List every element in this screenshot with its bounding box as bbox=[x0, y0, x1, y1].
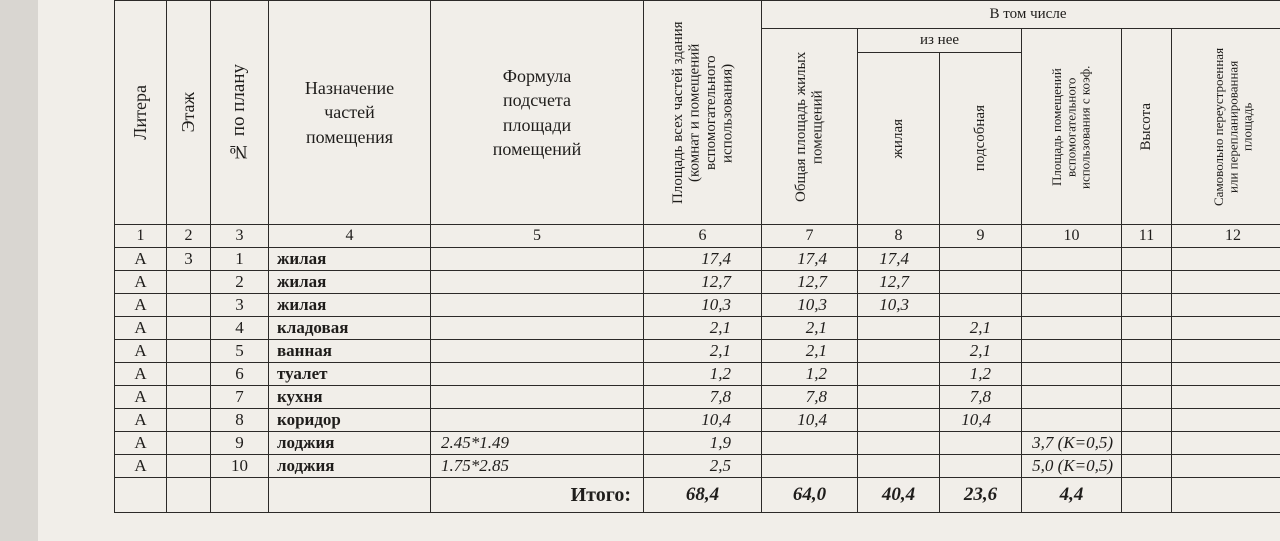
row-litera: А bbox=[115, 386, 167, 409]
row-floor bbox=[167, 386, 211, 409]
row-total-area: 2,1 bbox=[644, 317, 762, 340]
row-total-area: 2,1 bbox=[644, 340, 762, 363]
header-living: жилая bbox=[858, 53, 940, 225]
row-auxiliary bbox=[1022, 271, 1122, 294]
row-purpose: коридор bbox=[269, 409, 431, 432]
row-litera: А bbox=[115, 409, 167, 432]
row-living bbox=[858, 340, 940, 363]
row-living-total: 2,1 bbox=[762, 317, 858, 340]
col-num: 6 bbox=[644, 225, 762, 248]
row-plan-number: 7 bbox=[211, 386, 269, 409]
table-row bbox=[115, 386, 1280, 409]
row-formula bbox=[431, 248, 644, 271]
row-living: 17,4 bbox=[858, 248, 940, 271]
row-utility: 2,1 bbox=[940, 340, 1022, 363]
row-height bbox=[1122, 317, 1172, 340]
row-floor bbox=[167, 363, 211, 386]
row-floor bbox=[167, 409, 211, 432]
row-height bbox=[1122, 340, 1172, 363]
row-purpose: кухня bbox=[269, 386, 431, 409]
row-purpose: жилая bbox=[269, 248, 431, 271]
row-height bbox=[1122, 455, 1172, 478]
row-utility bbox=[940, 248, 1022, 271]
table-row bbox=[115, 363, 1280, 386]
col-num: 4 bbox=[269, 225, 431, 248]
row-living: 12,7 bbox=[858, 271, 940, 294]
row-living bbox=[858, 363, 940, 386]
column-number-row bbox=[115, 225, 1280, 248]
row-living-total bbox=[762, 455, 858, 478]
row-utility bbox=[940, 271, 1022, 294]
row-purpose: жилая bbox=[269, 294, 431, 317]
row-formula: 2.45*1.49 bbox=[431, 432, 644, 455]
row-rebuilt bbox=[1172, 340, 1280, 363]
row-living-total: 7,8 bbox=[762, 386, 858, 409]
row-purpose: лоджия bbox=[269, 432, 431, 455]
row-height bbox=[1122, 386, 1172, 409]
table-row bbox=[115, 432, 1280, 455]
row-living-total: 12,7 bbox=[762, 271, 858, 294]
row-height bbox=[1122, 271, 1172, 294]
col-num: 5 bbox=[431, 225, 644, 248]
row-height bbox=[1122, 409, 1172, 432]
header-purpose: Назначение частей помещения bbox=[269, 1, 431, 225]
row-rebuilt bbox=[1172, 386, 1280, 409]
row-total-area: 1,2 bbox=[644, 363, 762, 386]
table-row bbox=[115, 340, 1280, 363]
total-living-value: 40,4 bbox=[858, 478, 940, 513]
row-auxiliary bbox=[1022, 409, 1122, 432]
row-living-total: 1,2 bbox=[762, 363, 858, 386]
header-of-which: из нее bbox=[858, 29, 1022, 53]
row-height bbox=[1122, 363, 1172, 386]
row-living-total bbox=[762, 432, 858, 455]
row-utility: 10,4 bbox=[940, 409, 1022, 432]
row-utility bbox=[940, 455, 1022, 478]
row-utility: 1,2 bbox=[940, 363, 1022, 386]
col-num: 11 bbox=[1122, 225, 1172, 248]
row-living bbox=[858, 432, 940, 455]
row-formula bbox=[431, 386, 644, 409]
row-litera: А bbox=[115, 432, 167, 455]
row-height bbox=[1122, 432, 1172, 455]
row-total-area: 10,3 bbox=[644, 294, 762, 317]
table-row bbox=[115, 409, 1280, 432]
row-living-total: 17,4 bbox=[762, 248, 858, 271]
row-formula bbox=[431, 317, 644, 340]
row-litera: А bbox=[115, 363, 167, 386]
table-row bbox=[115, 248, 1280, 271]
row-living-total: 10,4 bbox=[762, 409, 858, 432]
row-rebuilt bbox=[1172, 317, 1280, 340]
row-plan-number: 8 bbox=[211, 409, 269, 432]
header-total-area: Площадь всех частей здания (комнат и помещений вспомогательного использования) bbox=[644, 1, 762, 225]
row-auxiliary bbox=[1022, 386, 1122, 409]
row-auxiliary bbox=[1022, 340, 1122, 363]
row-auxiliary bbox=[1022, 317, 1122, 340]
row-rebuilt bbox=[1172, 455, 1280, 478]
row-litera: А bbox=[115, 340, 167, 363]
col-num: 8 bbox=[858, 225, 940, 248]
row-rebuilt bbox=[1172, 294, 1280, 317]
row-height bbox=[1122, 294, 1172, 317]
row-floor bbox=[167, 317, 211, 340]
col-num: 2 bbox=[167, 225, 211, 248]
row-formula: 1.75*2.85 bbox=[431, 455, 644, 478]
row-formula bbox=[431, 363, 644, 386]
row-floor bbox=[167, 455, 211, 478]
row-plan-number: 3 bbox=[211, 294, 269, 317]
row-litera: А bbox=[115, 317, 167, 340]
row-auxiliary bbox=[1022, 363, 1122, 386]
row-litera: А bbox=[115, 248, 167, 271]
row-litera: А bbox=[115, 294, 167, 317]
row-formula bbox=[431, 271, 644, 294]
col-num: 12 bbox=[1172, 225, 1280, 248]
document-sheet bbox=[38, 0, 1280, 541]
row-living-total: 2,1 bbox=[762, 340, 858, 363]
total-area-value: 68,4 bbox=[644, 478, 762, 513]
row-total-area: 17,4 bbox=[644, 248, 762, 271]
row-rebuilt bbox=[1172, 432, 1280, 455]
header-plan-number: № по плану bbox=[211, 1, 269, 225]
header-auxiliary: Площадь помещений вспомогательного использования с коэф. bbox=[1022, 29, 1122, 225]
row-plan-number: 6 bbox=[211, 363, 269, 386]
row-rebuilt bbox=[1172, 363, 1280, 386]
row-utility: 2,1 bbox=[940, 317, 1022, 340]
row-plan-number: 2 bbox=[211, 271, 269, 294]
row-floor bbox=[167, 271, 211, 294]
total-living-total-value: 64,0 bbox=[762, 478, 858, 513]
row-plan-number: 5 bbox=[211, 340, 269, 363]
row-total-area: 12,7 bbox=[644, 271, 762, 294]
row-living: 10,3 bbox=[858, 294, 940, 317]
table-row bbox=[115, 271, 1280, 294]
row-floor bbox=[167, 340, 211, 363]
row-floor bbox=[167, 432, 211, 455]
row-utility bbox=[940, 432, 1022, 455]
col-num: 9 bbox=[940, 225, 1022, 248]
row-auxiliary: 5,0 (К=0,5) bbox=[1022, 455, 1122, 478]
row-total-area: 10,4 bbox=[644, 409, 762, 432]
row-total-area: 7,8 bbox=[644, 386, 762, 409]
row-formula bbox=[431, 294, 644, 317]
total-auxiliary-value: 4,4 bbox=[1022, 478, 1122, 513]
row-floor: 3 bbox=[167, 248, 211, 271]
row-living bbox=[858, 386, 940, 409]
row-plan-number: 1 bbox=[211, 248, 269, 271]
row-purpose: жилая bbox=[269, 271, 431, 294]
row-auxiliary: 3,7 (К=0,5) bbox=[1022, 432, 1122, 455]
header-rebuilt: Самовольно переустроенная или перепланированная площадь bbox=[1172, 29, 1280, 225]
row-plan-number: 4 bbox=[211, 317, 269, 340]
row-living bbox=[858, 317, 940, 340]
row-utility: 7,8 bbox=[940, 386, 1022, 409]
col-num: 7 bbox=[762, 225, 858, 248]
table-row bbox=[115, 294, 1280, 317]
total-row bbox=[115, 478, 1280, 513]
header-height: Высота bbox=[1122, 29, 1172, 225]
header-etazh: Этаж bbox=[167, 1, 211, 225]
header-utility: подсобная bbox=[940, 53, 1022, 225]
header-living-total: Общая площадь жилых помещений bbox=[762, 29, 858, 225]
row-living-total: 10,3 bbox=[762, 294, 858, 317]
row-purpose: туалет bbox=[269, 363, 431, 386]
row-living bbox=[858, 455, 940, 478]
row-purpose: лоджия bbox=[269, 455, 431, 478]
row-auxiliary bbox=[1022, 294, 1122, 317]
row-height bbox=[1122, 248, 1172, 271]
row-floor bbox=[167, 294, 211, 317]
header-litera: Литера bbox=[115, 1, 167, 225]
table-row bbox=[115, 455, 1280, 478]
table-row bbox=[115, 317, 1280, 340]
col-num: 10 bbox=[1022, 225, 1122, 248]
col-num: 1 bbox=[115, 225, 167, 248]
header-formula: Формула подсчета площади помещений bbox=[431, 1, 644, 225]
row-rebuilt bbox=[1172, 409, 1280, 432]
row-litera: А bbox=[115, 271, 167, 294]
row-rebuilt bbox=[1172, 248, 1280, 271]
row-plan-number: 9 bbox=[211, 432, 269, 455]
row-purpose: кладовая bbox=[269, 317, 431, 340]
row-living bbox=[858, 409, 940, 432]
col-num: 3 bbox=[211, 225, 269, 248]
area-explication-table bbox=[114, 0, 1280, 513]
row-rebuilt bbox=[1172, 271, 1280, 294]
row-total-area: 1,9 bbox=[644, 432, 762, 455]
row-litera: А bbox=[115, 455, 167, 478]
total-label: Итого: bbox=[431, 478, 644, 513]
row-plan-number: 10 bbox=[211, 455, 269, 478]
header-including: В том числе bbox=[762, 1, 1280, 29]
total-utility-value: 23,6 bbox=[940, 478, 1022, 513]
row-utility bbox=[940, 294, 1022, 317]
row-total-area: 2,5 bbox=[644, 455, 762, 478]
row-purpose: ванная bbox=[269, 340, 431, 363]
row-formula bbox=[431, 340, 644, 363]
row-formula bbox=[431, 409, 644, 432]
row-auxiliary bbox=[1022, 248, 1122, 271]
